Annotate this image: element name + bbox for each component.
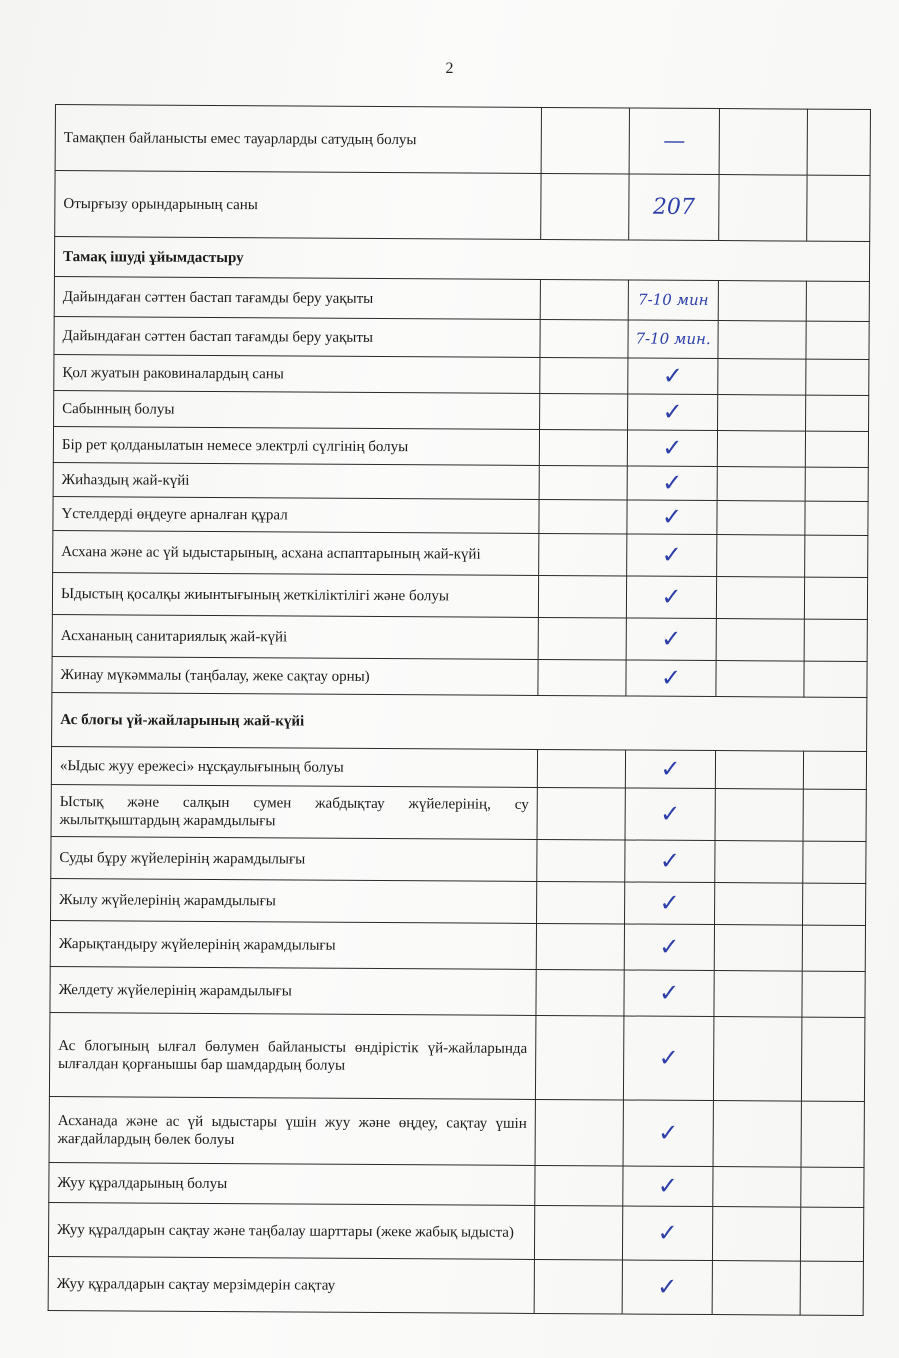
empty-cell bbox=[717, 501, 805, 536]
checklist-row bbox=[48, 1202, 863, 1261]
empty-cell bbox=[719, 109, 807, 176]
empty-cell bbox=[713, 1017, 802, 1102]
empty-cell bbox=[536, 923, 624, 970]
empty-cell bbox=[803, 751, 866, 789]
empty-cell bbox=[805, 501, 868, 535]
criterion-label: Қол жуатын раковиналардың саны bbox=[54, 354, 540, 393]
empty-cell bbox=[803, 789, 866, 841]
checklist-row bbox=[51, 746, 866, 789]
checklist-row bbox=[51, 878, 866, 925]
handwritten-checkmark-icon: ✓ bbox=[624, 970, 714, 1017]
criterion-label: Сабынның болуы bbox=[54, 390, 540, 429]
empty-cell bbox=[719, 175, 807, 242]
empty-cell bbox=[802, 971, 865, 1017]
checklist-row bbox=[53, 496, 868, 535]
criterion-label: Ас блогының ылғал бөлумен байланысты өндірістік үй-жайларында ылғалдан қорғанышы бар шамдардың болуы bbox=[49, 1012, 536, 1099]
handwritten-checkmark-icon: ✓ bbox=[626, 660, 716, 697]
section-header-row bbox=[54, 237, 869, 282]
handwritten-checkmark-icon: ✓ bbox=[626, 576, 716, 619]
empty-cell bbox=[806, 281, 869, 321]
checklist-row bbox=[54, 354, 869, 395]
empty-cell bbox=[801, 1101, 864, 1167]
page-number: 2 bbox=[445, 60, 454, 77]
empty-cell bbox=[539, 499, 627, 534]
empty-cell bbox=[539, 465, 627, 500]
empty-cell bbox=[713, 1101, 801, 1168]
empty-cell bbox=[714, 971, 802, 1018]
empty-cell bbox=[805, 535, 868, 577]
handwritten-checkmark-icon: ✓ bbox=[622, 1260, 712, 1315]
criterion-label: «Ыдыс жуу ережесі» нұсқаулығының болуы bbox=[51, 746, 537, 787]
empty-cell bbox=[718, 281, 806, 322]
handwritten-value: 7-10 мин. bbox=[628, 320, 718, 359]
empty-cell bbox=[804, 661, 867, 697]
section-title: Тамақ ішуді ұйымдастыру bbox=[54, 237, 869, 282]
empty-cell bbox=[717, 535, 805, 578]
empty-cell bbox=[715, 789, 803, 842]
criterion-label: Асханада және ас үй ыдыстары үшін жуу және өңдеу, сақтау үшін жағдайлардың бөлек болуы bbox=[49, 1096, 535, 1165]
handwritten-checkmark-icon: ✓ bbox=[623, 1166, 713, 1207]
handwritten-checkmark-icon: ✓ bbox=[622, 1206, 712, 1261]
empty-cell bbox=[538, 659, 626, 696]
empty-cell bbox=[535, 1165, 623, 1206]
handwritten-checkmark-icon: ✓ bbox=[625, 882, 715, 925]
criterion-label: Дайындаған сәттен бастап тағамды беру уақыты bbox=[54, 316, 540, 357]
empty-cell bbox=[800, 1207, 863, 1261]
checklist-row bbox=[54, 316, 869, 359]
empty-cell bbox=[800, 1261, 863, 1315]
empty-cell bbox=[717, 467, 805, 502]
criterion-label: Жинау мүкәммалы (таңбалау, жеке сақтау орны) bbox=[52, 656, 538, 695]
criterion-label: Жылу жүйелерінің жарамдылығы bbox=[51, 878, 537, 923]
empty-cell bbox=[538, 617, 626, 660]
empty-cell bbox=[805, 431, 868, 467]
handwritten-checkmark-icon: ✓ bbox=[625, 840, 715, 883]
empty-cell bbox=[540, 279, 628, 320]
checklist-row bbox=[52, 656, 867, 697]
checklist-row bbox=[52, 572, 867, 619]
criterion-label: Жуу құралдарын сақтау мерзімдерін сақтау bbox=[48, 1256, 534, 1313]
handwritten-value: — bbox=[629, 108, 719, 175]
empty-cell bbox=[716, 619, 804, 662]
checklist-row bbox=[52, 614, 867, 661]
empty-cell bbox=[806, 395, 869, 431]
empty-cell bbox=[537, 839, 625, 882]
empty-cell bbox=[538, 575, 626, 618]
empty-cell bbox=[807, 109, 870, 175]
checklist-row bbox=[51, 784, 866, 841]
empty-cell bbox=[804, 619, 867, 661]
empty-cell bbox=[716, 577, 804, 620]
criterion-label: Жарықтандыру жүйелерінің жарамдылығы bbox=[50, 920, 536, 969]
criterion-label: Бір рет қолданылатын немесе электрлі сүлгінің болуы bbox=[53, 426, 539, 465]
handwritten-checkmark-icon: ✓ bbox=[625, 788, 715, 841]
empty-cell bbox=[805, 467, 868, 501]
checklist-row bbox=[51, 836, 866, 883]
empty-cell bbox=[718, 359, 806, 396]
empty-cell bbox=[804, 577, 867, 619]
criterion-label: Жуу құралдарын сақтау және таңбалау шарттары (жеке жабық ыдыста) bbox=[48, 1202, 534, 1259]
empty-cell bbox=[715, 751, 803, 790]
handwritten-checkmark-icon: ✓ bbox=[626, 618, 716, 661]
empty-cell bbox=[537, 749, 625, 788]
checklist-row bbox=[55, 105, 870, 176]
empty-cell bbox=[714, 883, 802, 926]
handwritten-checkmark-icon: ✓ bbox=[623, 1100, 713, 1167]
criterion-label: Үстелдерді өңдеуге арналған құрал bbox=[53, 496, 539, 533]
empty-cell bbox=[535, 1015, 624, 1100]
handwritten-checkmark-icon: ✓ bbox=[624, 924, 714, 971]
empty-cell bbox=[713, 1167, 801, 1208]
checklist-row bbox=[50, 966, 865, 1017]
empty-cell bbox=[807, 175, 870, 241]
handwritten-checkmark-icon: ✓ bbox=[627, 466, 717, 501]
criterion-label: Суды бұру жүйелерінің жарамдылығы bbox=[51, 836, 537, 881]
checklist-row bbox=[53, 426, 868, 467]
handwritten-value: 207 bbox=[629, 174, 719, 241]
empty-cell bbox=[801, 1167, 864, 1207]
handwritten-checkmark-icon: ✓ bbox=[627, 500, 717, 535]
empty-cell bbox=[802, 883, 865, 925]
empty-cell bbox=[806, 321, 869, 359]
checklist-row bbox=[53, 462, 868, 501]
checklist-row bbox=[55, 171, 870, 242]
empty-cell bbox=[537, 787, 625, 840]
empty-cell bbox=[539, 533, 627, 576]
checklist-row bbox=[49, 1096, 864, 1167]
empty-cell bbox=[536, 969, 624, 1016]
criterion-label: Жиһаздың жай-күйі bbox=[53, 462, 539, 499]
checklist-row bbox=[48, 1256, 863, 1315]
empty-cell bbox=[541, 173, 629, 240]
criterion-label: Жуу құралдарының болуы bbox=[49, 1162, 535, 1205]
empty-cell bbox=[802, 925, 865, 971]
empty-cell bbox=[718, 321, 806, 360]
empty-cell bbox=[714, 925, 802, 972]
criterion-label: Дайындаған сәттен бастап тағамды беру уақыты bbox=[54, 276, 540, 319]
empty-cell bbox=[806, 359, 869, 395]
checklist-row bbox=[50, 920, 865, 971]
empty-cell bbox=[716, 661, 804, 698]
section-header-row bbox=[52, 692, 867, 751]
section-title: Ас блогы үй-жайларының жай-күйі bbox=[52, 692, 867, 751]
handwritten-checkmark-icon: ✓ bbox=[628, 394, 718, 431]
checklist-row bbox=[54, 390, 869, 431]
empty-cell bbox=[539, 429, 627, 466]
empty-cell bbox=[540, 319, 628, 358]
criterion-label: Ыдыстың қосалқы жиынтығының жеткіліктілігі және болуы bbox=[52, 572, 538, 617]
empty-cell bbox=[541, 107, 629, 174]
checklist-row bbox=[53, 530, 868, 577]
checklist-row bbox=[54, 276, 869, 321]
checklist-rows bbox=[48, 105, 870, 1316]
checklist-row bbox=[49, 1162, 864, 1207]
criterion-label: Желдету жүйелерінің жарамдылығы bbox=[50, 966, 536, 1015]
criterion-label: Асхананың санитариялық жай-күйі bbox=[52, 614, 538, 659]
criterion-label: Ыстық және салқын сумен жабдықтау жүйелерінің, су жылытқыштардың жарамдылығы bbox=[51, 784, 537, 839]
empty-cell bbox=[801, 1017, 865, 1101]
empty-cell bbox=[715, 841, 803, 884]
empty-cell bbox=[540, 393, 628, 430]
empty-cell bbox=[535, 1099, 623, 1166]
criterion-label: Асхана және ас үй ыдыстарының, асхана аспаптарының жай-күйі bbox=[53, 530, 539, 575]
empty-cell bbox=[534, 1205, 622, 1260]
checklist-table bbox=[48, 104, 871, 1316]
empty-cell bbox=[540, 357, 628, 394]
handwritten-checkmark-icon: ✓ bbox=[623, 1016, 714, 1101]
empty-cell bbox=[718, 395, 806, 432]
empty-cell bbox=[537, 881, 625, 924]
empty-cell bbox=[712, 1207, 800, 1262]
handwritten-checkmark-icon: ✓ bbox=[625, 750, 715, 789]
criterion-label: Тамақпен байланысты емес тауарларды сатудың болуы bbox=[55, 105, 541, 174]
criterion-label: Отырғызу орындарының саны bbox=[55, 171, 541, 240]
empty-cell bbox=[712, 1261, 800, 1316]
checklist-row bbox=[49, 1012, 864, 1101]
empty-cell bbox=[803, 841, 866, 883]
handwritten-checkmark-icon: ✓ bbox=[628, 358, 718, 395]
handwritten-value: 7-10 мин bbox=[628, 280, 718, 321]
empty-cell bbox=[534, 1259, 622, 1314]
empty-cell bbox=[717, 431, 805, 468]
handwritten-checkmark-icon: ✓ bbox=[627, 534, 717, 577]
handwritten-checkmark-icon: ✓ bbox=[627, 430, 717, 467]
